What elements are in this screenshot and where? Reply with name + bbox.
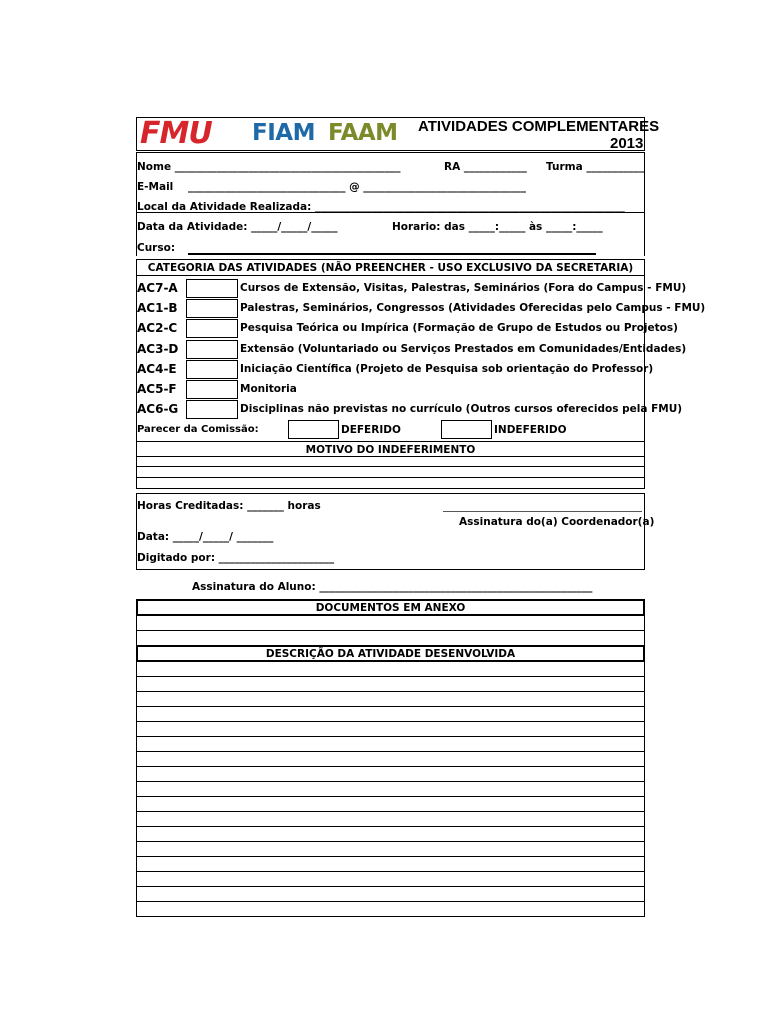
descricao-line[interactable] — [136, 826, 645, 827]
documentos-header: DOCUMENTOS EM ANEXO — [315, 602, 466, 614]
category-checkbox[interactable] — [186, 400, 238, 419]
category-checkbox[interactable] — [186, 340, 238, 359]
category-checkbox[interactable] — [186, 380, 238, 399]
descricao-line[interactable] — [136, 781, 645, 782]
category-code: AC3-D — [137, 342, 179, 356]
indeferido-checkbox[interactable] — [441, 420, 492, 439]
motivo-line[interactable] — [136, 466, 645, 467]
category-code: AC6-G — [137, 402, 179, 416]
category-desc: Cursos de Extensão, Visitas, Palestras, Seminários (Fora do Campus - FMU) — [240, 282, 687, 294]
descricao-line[interactable] — [136, 886, 645, 887]
ra-field[interactable]: RA ____________ — [444, 161, 527, 173]
assinatura-coord-line[interactable] — [443, 511, 642, 512]
local-field[interactable]: Local da Atividade Realizada: ___________________________________________________________ — [137, 201, 625, 213]
descricao-line[interactable] — [136, 736, 645, 737]
descricao-line[interactable] — [136, 811, 645, 812]
parecer-label: Parecer da Comissão: — [137, 424, 259, 435]
descricao-line[interactable] — [136, 691, 645, 692]
category-code: AC1-B — [137, 301, 178, 315]
descricao-header: DESCRIÇÃO DA ATIVIDADE DESENVOLVIDA — [265, 648, 516, 660]
logo-faam: FAAM — [328, 120, 398, 146]
descricao-line[interactable] — [136, 706, 645, 707]
curso-label: Curso: — [137, 242, 176, 254]
data-atividade-field[interactable]: Data da Atividade: _____/_____/_____ — [137, 221, 338, 233]
logo-fiam: FIAM — [252, 120, 315, 146]
email-field[interactable]: ______________________________ @ _______________________________ — [188, 181, 527, 193]
indeferido-label: INDEFERIDO — [494, 424, 567, 436]
category-desc: Palestras, Seminários, Congressos (Atividades Oferecidas pelo Campus - FMU) — [240, 302, 706, 314]
category-checkbox[interactable] — [186, 279, 238, 298]
descricao-line[interactable] — [136, 901, 645, 902]
deferido-label: DEFERIDO — [341, 424, 401, 436]
horas-field[interactable]: Horas Creditadas: _______ horas — [137, 500, 321, 512]
curso-field[interactable] — [188, 253, 596, 255]
category-desc: Pesquisa Teórica ou Impírica (Formação de Grupo de Estudos ou Projetos) — [240, 322, 678, 334]
descricao-line[interactable] — [136, 766, 645, 767]
descricao-line[interactable] — [136, 721, 645, 722]
digitado-field[interactable]: Digitado por: ______________________ — [137, 552, 335, 564]
descricao-line[interactable] — [136, 676, 645, 677]
logo-fmu: FMU — [140, 116, 212, 151]
descricao-area — [136, 661, 645, 917]
descricao-line[interactable] — [136, 871, 645, 872]
nome-field[interactable]: Nome ___________________________________________ — [137, 161, 401, 173]
category-desc: Disciplinas não previstas no currículo (Outros cursos oferecidos pela FMU) — [240, 403, 683, 415]
horario-field[interactable]: Horario: das _____:_____ às _____:_____ — [392, 221, 603, 233]
form-title: ATIVIDADES COMPLEMENTARES — [418, 118, 660, 135]
category-checkbox[interactable] — [186, 360, 238, 379]
motivo-header: MOTIVO DO INDEFERIMENTO — [305, 444, 476, 456]
category-desc: Extensão (Voluntariado ou Serviços Prestados em Comunidades/Entidades) — [240, 343, 687, 355]
category-code: AC4-E — [137, 362, 177, 376]
turma-field[interactable]: Turma ___________ — [546, 161, 645, 173]
descricao-line[interactable] — [136, 796, 645, 797]
category-checkbox[interactable] — [186, 319, 238, 338]
category-header: CATEGORIA DAS ATIVIDADES (NÃO PREENCHER - USO EXCLUSIVO DA SECRETARIA) — [147, 262, 634, 274]
documentos-line[interactable] — [136, 630, 645, 631]
descricao-line[interactable] — [136, 841, 645, 842]
descricao-line[interactable] — [136, 751, 645, 752]
motivo-line[interactable] — [136, 477, 645, 478]
credit-data-field[interactable]: Data: _____/_____/ _______ — [137, 531, 274, 543]
deferido-checkbox[interactable] — [288, 420, 339, 439]
assinatura-coord-label: Assinatura do(a) Coordenador(a) — [459, 516, 655, 528]
category-code: AC5-F — [137, 382, 177, 396]
category-code: AC2-C — [137, 321, 178, 335]
descricao-line[interactable] — [136, 856, 645, 857]
logo — [140, 116, 415, 151]
category-code: AC7-A — [137, 281, 178, 295]
category-desc: Iniciação Científica (Projeto de Pesquisa sob orientação do Professor) — [240, 363, 654, 375]
email-label: E-Mail — [137, 181, 174, 193]
category-checkbox[interactable] — [186, 299, 238, 318]
category-desc: Monitoria — [240, 383, 297, 395]
assinatura-aluno-field[interactable]: Assinatura do Aluno: ____________________________________________________ — [192, 581, 593, 593]
form-year: 2013 — [610, 135, 644, 152]
